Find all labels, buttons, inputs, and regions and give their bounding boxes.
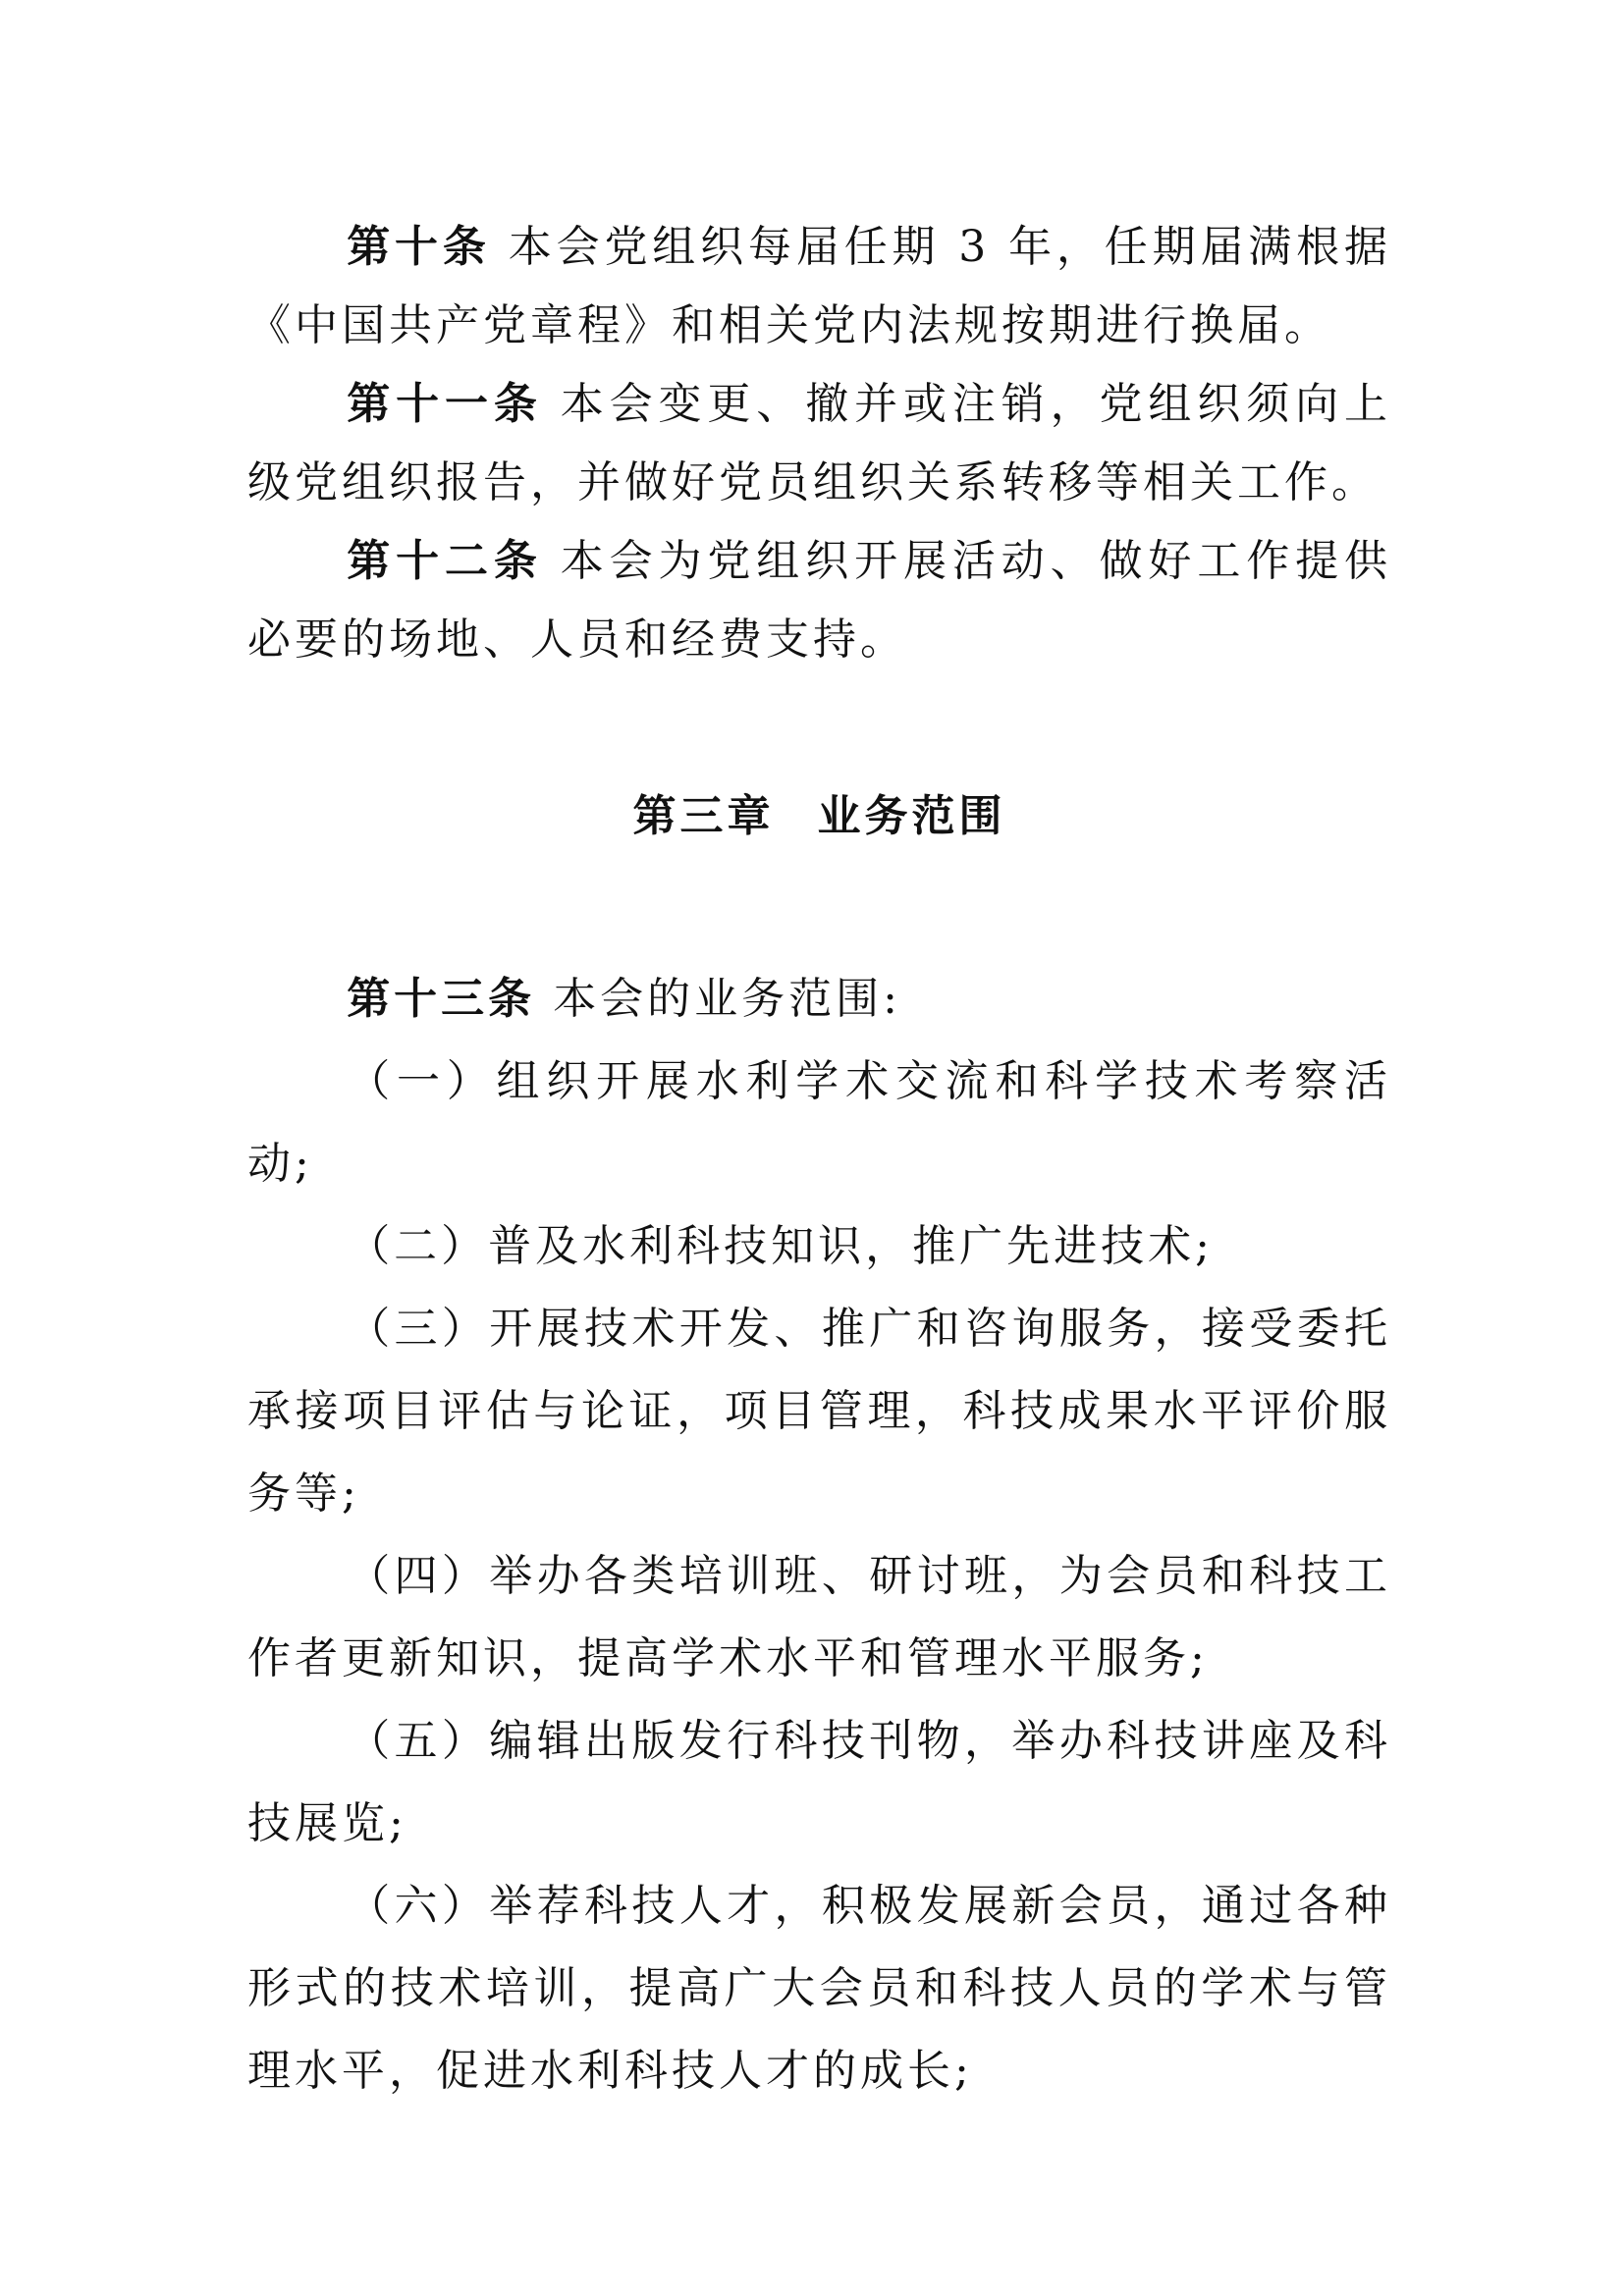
scope-item-1: （一）组织开展水利学术交流和科学技术考察活动; [247,1056,1391,1189]
article-13 [247,958,1391,1041]
article-11-label: 第十一条 [347,379,543,429]
scope-item-6: （六）举荐科技人才，积极发展新会员，通过各种形式的技术培训，提高广大会员和科技人员的学术与管理水平，促进水利科技人才的成长; [247,1881,1391,2096]
article-10-text: 本会党组织每届任期 3 年，任期届满根据《中国共产党章程》和相关党内法规按期进行换届。 [247,222,1392,350]
article-13-text: 本会的业务范围: [553,974,902,1024]
chapter-title: 业务范围 [817,791,1006,841]
scope-item-5: （五）编辑出版发行科技刊物，举办科技讲座及科技展览; [247,1716,1391,1848]
chapter-heading [247,780,1391,843]
scope-item-4: （四）举办各类培训班、研讨班，为会员和科技工作者更新知识，提高学术水平和管理水平服务; [247,1551,1391,1683]
article-10 [247,208,1391,365]
articles-top-section [247,208,1391,679]
article-11-text: 本会变更、撤并或注销，党组织须向上级党组织报告，并做好党员组织关系转移等相关工作。 [247,379,1391,507]
article-13-section [247,958,1391,2112]
article-12-text: 本会为党组织开展活动、做好工作提供必要的场地、人员和经费支持。 [247,536,1391,665]
article-11 [247,365,1391,522]
article-13-label: 第十三条 [347,974,536,1024]
article-12-label: 第十二条 [347,536,543,586]
chapter-number: 第三章 [632,791,775,841]
article-10-label: 第十条 [347,222,491,272]
scope-item-3: （三）开展技术开发、推广和咨询服务，接受委托承接项目评估与论证，项目管理，科技成果水平评价服务等; [247,1304,1391,1519]
article-12 [247,522,1391,679]
scope-item-2: （二）普及水利科技知识，推广先进技术; [347,1221,1215,1271]
